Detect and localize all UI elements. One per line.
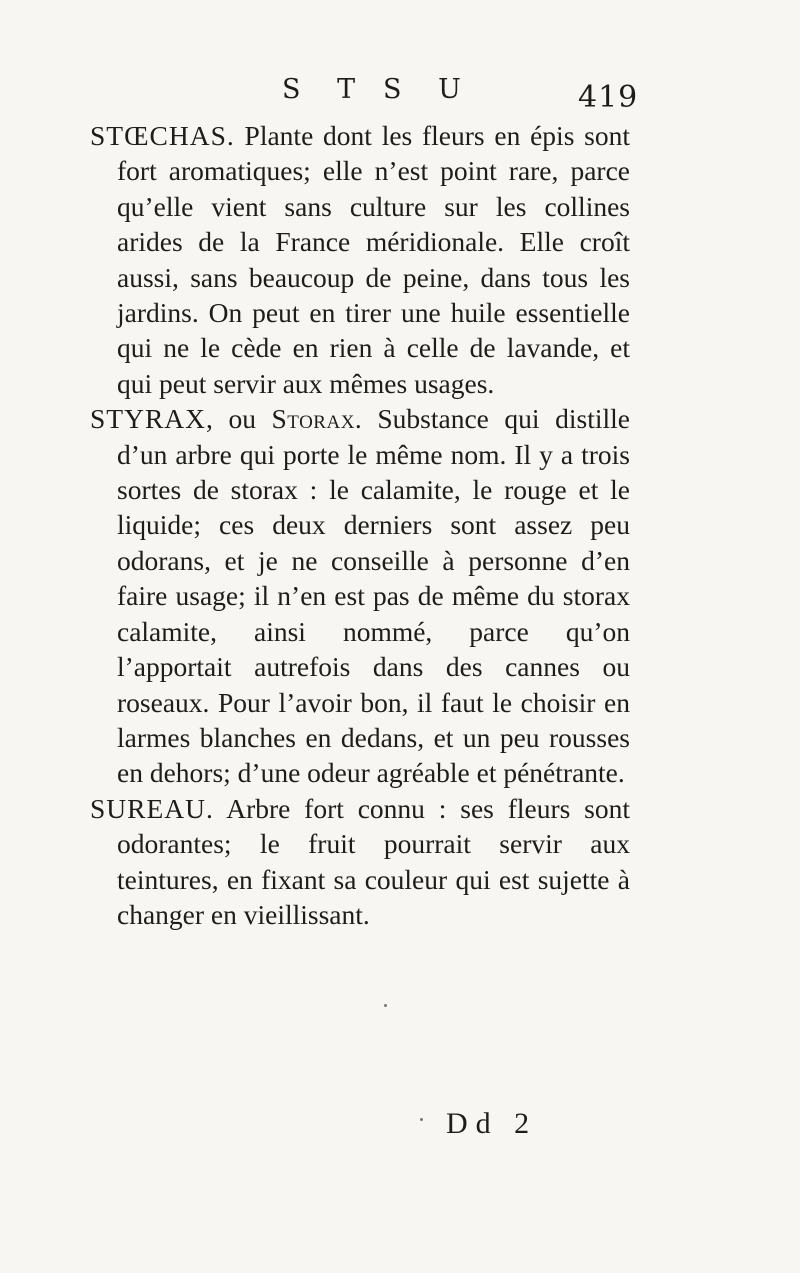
- entry-text: Plante dont les fleurs en épis sont fort aromatiques; elle n’est point rare, parce qu’elle vient sans culture sur les collines arides de la France méridionale. Elle croît aussi, sans beaucoup de peine, dans tous les jardins. On peut en tirer une huile essentielle qui ne le cède en rien à celle de lavande, et qui peut servir aux mêmes usages.: [117, 120, 630, 399]
- page-number: 419: [578, 80, 639, 115]
- entry-text: . Substance qui distille d’un arbre qui porte le même nom. Il y a trois sortes de storax : le calamite, le rouge et le liquide; ces deux derniers sont assez peu odorans, et je ne conseille à personne d’en faire usage; il n’en est pas de même du storax calamite, ainsi nommé, parce qu’on l’apportait autrefois dans des cannes ou roseaux. Pour l’avoir bon, il faut le choisir en larmes blanches en dedans, et un peu rousses en dehors; d’une odeur agréable et pénétrante.: [117, 403, 630, 789]
- entry-headword: SUREAU.: [90, 792, 214, 824]
- entry-styrax: [90, 401, 630, 790]
- entry-variant: Storax: [271, 403, 355, 435]
- running-head: [0, 74, 800, 114]
- entry-connector: , ou: [206, 403, 272, 435]
- entry-text: Arbre fort connu : ses fleurs sont odorantes; le fruit pourrait servir aux teintures, en fixant sa couleur qui est sujette à changer en vieillissant.: [117, 792, 630, 930]
- signature-mark: Dd 2: [446, 1107, 538, 1140]
- running-head-left: S T: [282, 74, 370, 105]
- ink-speck: [420, 1118, 423, 1121]
- running-head-right: S U: [383, 74, 475, 105]
- entry-headword: STYRAX: [90, 403, 207, 435]
- entry-sureau: [90, 791, 630, 933]
- entry-stoechas: [90, 118, 630, 401]
- entry-headword: STŒCHAS.: [90, 120, 235, 151]
- dictionary-body: [90, 118, 630, 932]
- ink-speck: [384, 1004, 387, 1007]
